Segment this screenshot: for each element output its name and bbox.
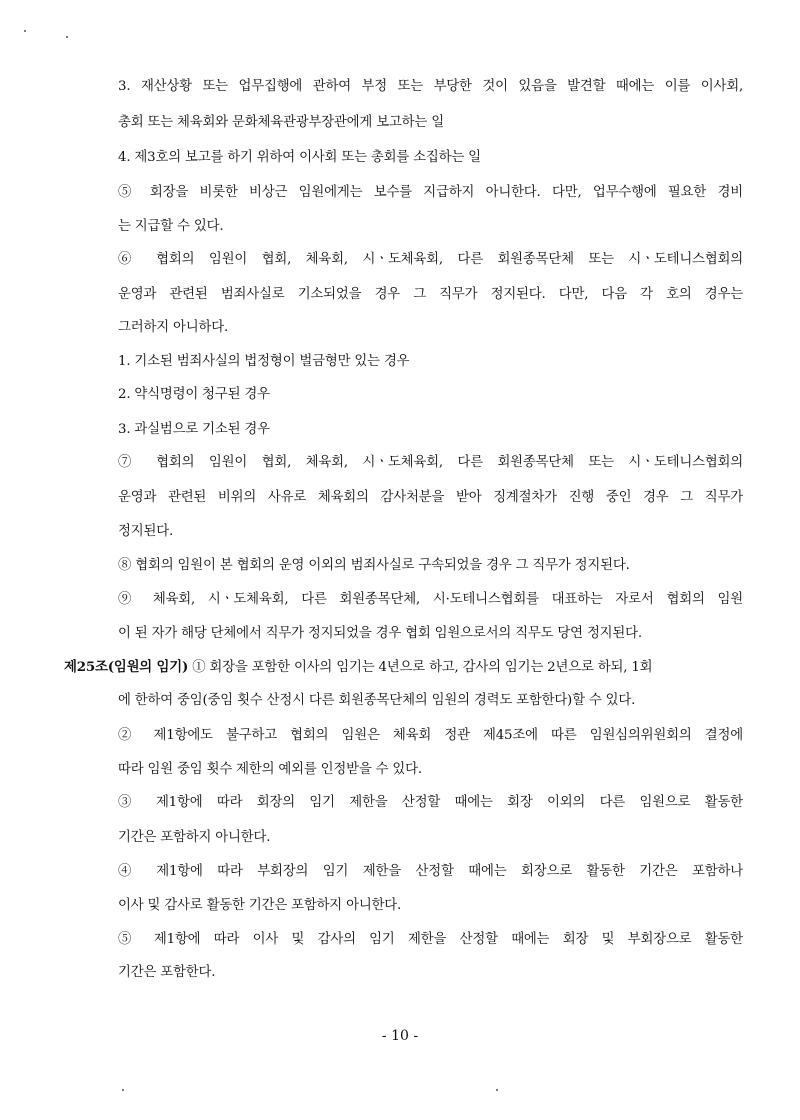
text-line: 이사 및 감사로 활동한 기간은 포함하지 아니한다.	[118, 898, 402, 913]
scan-speck	[66, 36, 68, 38]
article-text: ① 회장을 포함한 이사의 임기는 4년으로 하고, 감사의 임기는 2년으로 하되, 1회	[192, 660, 653, 675]
text-line: 정지된다.	[118, 524, 173, 539]
text-line: ⑤ 회장을 비롯한 비상근 임원에게는 보수를 지급하지 아니한다. 다만, 업무수행에 필요한 경비	[118, 185, 743, 200]
text-line: 4. 제3호의 보고를 하기 위하여 이사회 또는 총회를 소집하는 일	[118, 150, 481, 165]
scan-speck	[24, 30, 26, 32]
text-line: 운영과 관련된 비위의 사유로 체육회의 감사처분을 받아 징계절차가 진행 중인 경우 그 직무가	[118, 490, 743, 505]
text-line: 따라 임원 중임 횟수 제한의 예외를 인정받을 수 있다.	[118, 762, 422, 777]
page-number: - 10 -	[381, 1028, 419, 1044]
text-line: 기간은 포함하지 아니한다.	[118, 830, 271, 845]
text-line: 1. 기소된 범죄사실의 법정형이 벌금형만 있는 경우	[118, 354, 410, 369]
text-line: 에 한하여 중임(중임 횟수 산정시 다른 회원종목단체의 임원의 경력도 포함한다)할 수 있다.	[118, 693, 636, 708]
text-line: 는 지급할 수 있다.	[118, 219, 224, 234]
text-line: 3. 재산상황 또는 업무집행에 관하여 부정 또는 부당한 것이 있음을 발견할 때에는 이를 이사회,	[118, 79, 743, 94]
text-line: ⑥ 협회의 임원이 협회, 체육회, 시ㆍ도체육회, 다른 회원종목단체 또는 시ㆍ도테니스협회의	[118, 252, 743, 267]
text-line: ③ 제1항에 따라 회장의 임기 제한을 산정할 때에는 회장 이외의 다른 임원으로 활동한	[118, 795, 743, 810]
text-line: 총회 또는 체육회와 문화체육관광부장관에게 보고하는 일	[118, 115, 444, 130]
text-line: ⑧ 협회의 임원이 본 협회의 운영 이외의 범죄사실로 구속되었을 경우 그 직무가 정지된다.	[118, 558, 630, 573]
text-line: ⑦ 협회의 임원이 협회, 체육회, 시ㆍ도체육회, 다른 회원종목단체 또는 시ㆍ도테니스협회의	[118, 455, 743, 470]
text-line: 3. 과실범으로 기소된 경우	[118, 422, 270, 437]
text-line: ⑤ 제1항에 따라 이사 및 감사의 임기 제한을 산정할 때에는 회장 및 부회장으로 활동한	[118, 932, 743, 947]
text-line: 2. 약식명령이 청구된 경우	[118, 387, 270, 402]
text-line: ④ 제1항에 따라 부회장의 임기 제한을 산정할 때에는 회장으로 활동한 기간은 포함하나	[118, 864, 743, 879]
scan-speck	[122, 1089, 124, 1091]
scan-speck	[496, 1089, 498, 1091]
text-line: 기간은 포함한다.	[118, 965, 216, 980]
article-25-first-line	[64, 657, 744, 678]
text-line: ② 제1항에도 불구하고 협회의 임원은 체육회 정관 제45조에 따른 임원심의위원회의 결정에	[118, 728, 743, 743]
text-line: 운영과 관련된 범죄사실로 기소되었을 경우 그 직무가 정지된다. 다만, 다음 각 호의 경우는	[118, 287, 743, 302]
text-line: 그러하지 아니하다.	[118, 320, 228, 335]
article-title: 제25조(임원의 임기)	[64, 659, 189, 675]
text-line: ⑨ 체육회, 시ㆍ도체육회, 다른 회원종목단체, 시·도테니스협회를 대표하는 자로서 협회의 임원	[118, 592, 743, 607]
text-line: 이 된 자가 해당 단체에서 직무가 정지되었을 경우 협회 임원으로서의 직무도 당연 정지된다.	[118, 626, 642, 641]
